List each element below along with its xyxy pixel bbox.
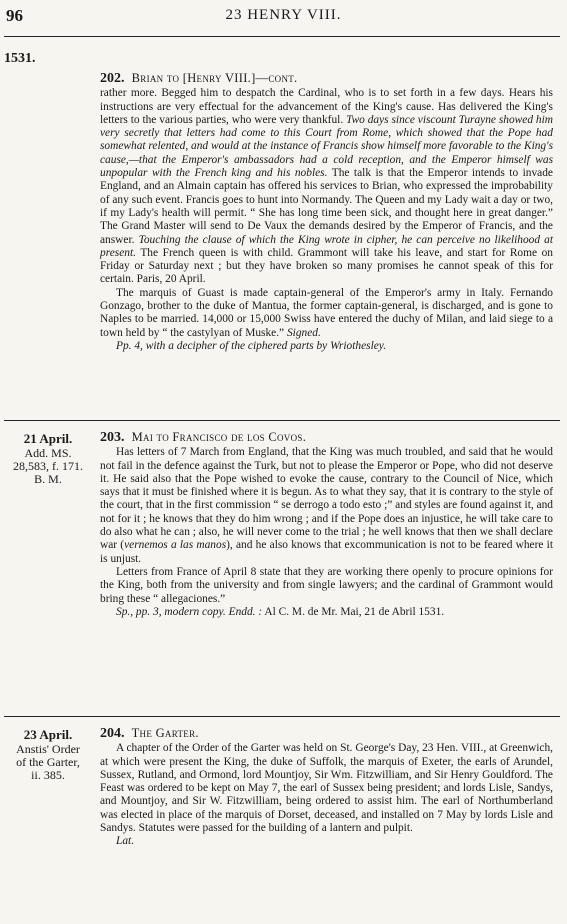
- entry-202: [100, 72, 553, 353]
- entry-paragraph: Letters from France of April 8 state that they are working there openly to procure opinions for the King, both from the university and from single lawyers; and the cardinal of Grammont would bring these “ allegaciones.”: [100, 565, 553, 605]
- margin-ref-203: 21 April. Add. MS. 28,583, f. 171. B. M.: [4, 432, 92, 486]
- header-rule: [4, 36, 560, 37]
- entry-heading: [100, 72, 553, 85]
- entry-source-note: Sp., pp. 3, modern copy. Endd. : Al C. M. de Mr. Mai, 21 de Abril 1531.: [116, 605, 445, 618]
- margin-ref-204: 23 April. Anstis' Order of the Garter, ii. 385.: [4, 728, 92, 782]
- entry-number: 203.: [100, 430, 125, 445]
- entry-paragraph: A chapter of the Order of the Garter was held on St. George's Day, 23 Hen. VIII., at Greenwich, at which were present the King, the duke of Suffolk, the marquis of Exeter, the earls of Arundel, Sussex, Rutland, and Ormond, lord Mountjoy, Sir Wm. Fitzwilliam, and Sir Henry Gouldford. The Feast was ordered to be kept on May 7, the earl of Sussex being president; and lords Lisle, Sandys, and Mountjoy, and Sir W. Fitzwilliam, being ordered to assist him. The earl of Northumberland was elected in place of the marquis of Dorset, deceased, and installed on 7 May by lords Lisle and Sandys. Statutes were passed for the building of a lantern and pulpit.: [100, 742, 553, 835]
- entry-title: Brian to [Henry VIII.]—cont.: [131, 71, 298, 85]
- entry-number: 204.: [100, 726, 125, 741]
- entry-paragraph: rather more. Begged him to despatch the Cardinal, who is to set forth in a few days. Hears his instructions are very effectual for the advancement of the King's cause. Has delivered the King's letters to the various parties, who were very thankful. Two days since viscount Turayne showed him very secretly that letters had come to this Court from Rome, which showed that the Pope had somewhat relented, and would at the instance of Francis show himself more favorable to the King's cause,—that the Emperor's ambassadors had a cold reception, and the Emperor himself was unpopular with the French king and his nobles. The talk is that the Emperor intends to invade England, and an Almain captain has offered his services to Brian, who expressed the improbability of any such event. Francis goes to hunt into Normandy. The Queen and my Lady wait a day or two, if my Lady's health will permit. “ She has long time been sick, and thought here in great danger.” The Grand Master will send to De Vaux the demands desired by the Emperor of Francis, and the answer. Touching the clause of which the King wrote in cipher, he can perceive no likelihood at present. The French queen is with child. Grammont will take his leave, and start for Rome on Friday or Saturday next ; but they have broken so many promises he cannot speak of this for certain. Paris, 20 April.: [100, 87, 553, 286]
- entry-204: [100, 727, 553, 849]
- entry-source-note: Pp. 4, with a decipher of the ciphered parts by Wriothesley.: [116, 339, 387, 352]
- page-number: 96: [6, 6, 23, 25]
- running-title: 23 HENRY VIII.: [225, 7, 342, 23]
- entry-number: 202.: [100, 71, 125, 86]
- entry-date: 21 April.: [23, 431, 73, 446]
- section-rule: [4, 420, 560, 421]
- page-header: [6, 6, 561, 30]
- entry-heading: [100, 431, 553, 444]
- margin-year: 1531.: [4, 51, 36, 66]
- entry-title: Mai to Francisco de los Covos.: [131, 430, 307, 444]
- entry-source-note: Lat.: [116, 835, 135, 848]
- entry-heading: [100, 727, 553, 740]
- entry-203: [100, 431, 553, 619]
- entry-paragraph: Has letters of 7 March from England, that the King was much troubled, and said that he would not fail in the defence against the Turk, but not to please the Emperor or Pope, who did not deserve it. He said also that the Pope wished to evoke the cause, contrary to the Council of Nice, which says that it must be finished where it is begun. As to what they say, that it is contrary to the style of the court, that in the first commission “ se derrogo a todo esto ;” and styles are found against it, and not for it ; he knows that they do him wrong ; and if the Pope does an injustice, he will take care to do also what he can ; also, he will never come to the trial ; he well knows that then we shall declare war (vernemos a las manos), and he also knows that excommunication is not to be feared where it is unjust.: [100, 446, 553, 565]
- entry-date: 23 April.: [23, 727, 73, 742]
- entry-paragraph: The marquis of Guast is made captain-general of the Emperor's army in Italy. Fernando Gonzago, brother to the duke of Mantua, the former captain-general, is discharged, and is gone to Naples to be married. 14,000 or 15,000 Swiss have entered the duchy of Milan, and laid siege to a town held by “ the castylyan of Muske.” Signed.: [100, 286, 553, 339]
- entry-title: The Garter.: [131, 726, 199, 740]
- section-rule: [4, 716, 560, 717]
